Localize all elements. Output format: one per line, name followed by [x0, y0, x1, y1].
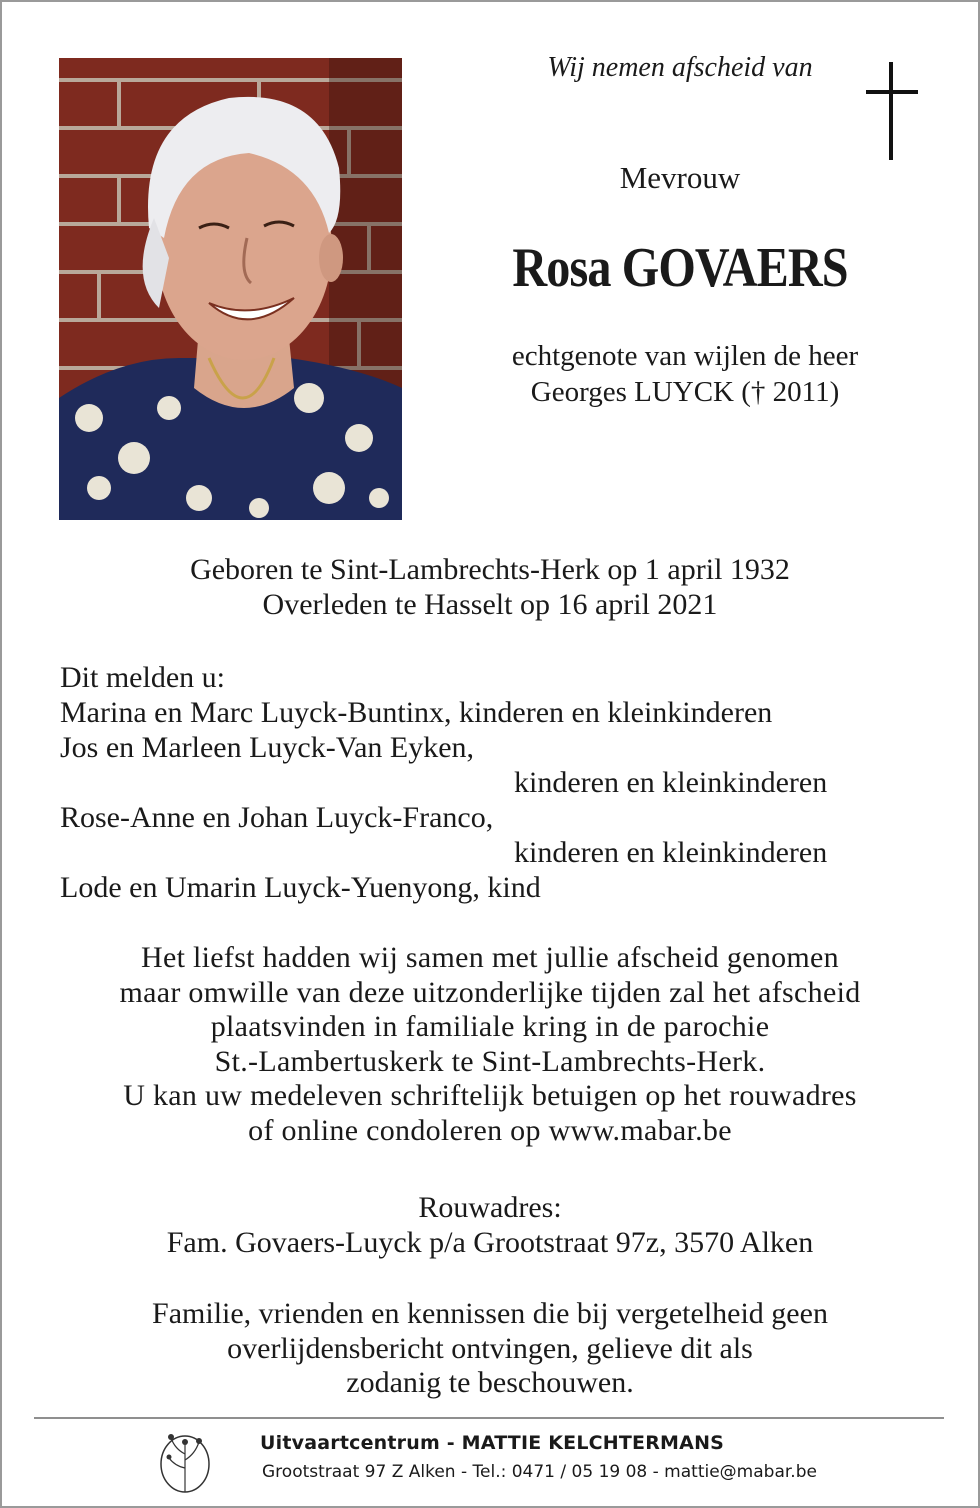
funeral-home-name: Uitvaartcentrum - MATTIE KELCHTERMANS [260, 1432, 725, 1454]
deceased-name: Rosa GOVAERS [512, 237, 848, 299]
salutation: Mevrouw [619, 160, 741, 195]
funeral-home-logo-icon [155, 1424, 245, 1496]
message-line: of online condoleren op www.mabar.be [248, 1113, 732, 1147]
address-block [60, 1191, 920, 1260]
announcers-intro: Dit melden u: [60, 661, 225, 694]
announcer-line: kinderen en kleinkinderen [514, 766, 828, 799]
closing-line: Familie, vrienden en kennissen die bij vergetelheid geen [152, 1297, 828, 1330]
death-line: Overleden te Hasselt op 16 april 2021 [262, 587, 718, 621]
message-line: St.-Lambertuskerk te Sint-Lambrechts-Herk. [214, 1044, 766, 1078]
birth-line: Geboren te Sint-Lambrechts-Herk op 1 april 1932 [190, 553, 790, 586]
announcer-line: Marina en Marc Luyck-Buntinx, kinderen en kleinkinderen [60, 696, 773, 729]
closing-line: zodanig te beschouwen. [346, 1366, 634, 1399]
footer-divider [34, 1417, 944, 1419]
message-block [60, 941, 920, 1148]
spouse-line-2: Georges LUYCK († 2011) [530, 376, 840, 408]
dates-block [60, 553, 920, 622]
announcer-line: kinderen en kleinkinderen [514, 836, 828, 869]
spouse-info [430, 338, 940, 410]
spouse-line-1: echtgenote van wijlen de heer [511, 340, 859, 372]
message-line: Het liefst hadden wij samen met jullie afscheid genomen [141, 941, 839, 974]
funeral-home-contact: Grootstraat 97 Z Alken - Tel.: 0471 / 05 19 08 - mattie@mabar.be [262, 1462, 817, 1482]
message-line: plaatsvinden in familiale kring in de parochie [210, 1010, 770, 1043]
address-value: Fam. Govaers-Luyck p/a Grootstraat 97z, 3570 Alken [166, 1225, 814, 1259]
intro-text: Wij nemen afscheid van [547, 52, 813, 83]
announcers-block [60, 660, 920, 905]
closing-line: overlijdensbericht ontvingen, gelieve dit als [227, 1331, 753, 1365]
announcer-line: Lode en Umarin Luyck-Yuenyong, kind [60, 871, 541, 904]
message-line: U kan uw medeleven schriftelijk betuigen op het rouwadres [123, 1079, 857, 1112]
message-line: maar omwille van deze uitzonderlijke tijden zal het afscheid [119, 975, 861, 1009]
cross-icon [862, 62, 922, 160]
closing-block [60, 1297, 920, 1401]
announcer-line: Jos en Marleen Luyck-Van Eyken, [60, 731, 475, 764]
announcer-line: Rose-Anne en Johan Luyck-Franco, [60, 801, 494, 834]
portrait-photo [59, 58, 402, 520]
address-label: Rouwadres: [418, 1191, 562, 1224]
